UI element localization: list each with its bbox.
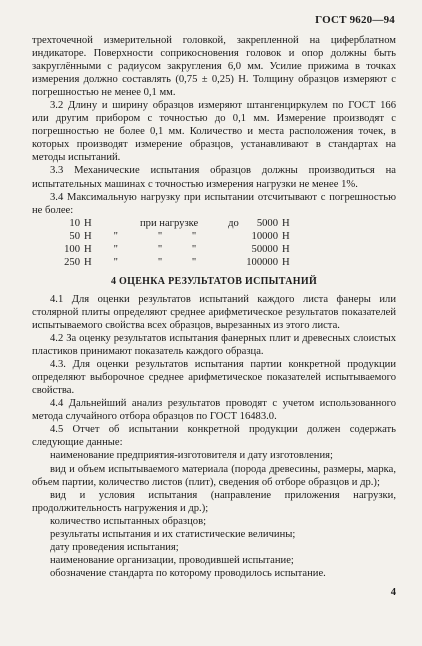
load-row xyxy=(52,217,302,230)
load-phrase: при нагрузке xyxy=(140,217,199,229)
document-body xyxy=(32,34,396,580)
list-item: обозначение стандарта по которому проводилось испытание. xyxy=(50,567,326,579)
paragraph-3-4: 3.4 Максимальную нагрузку при испытании отсчитывают с погрешностью не более: xyxy=(32,191,396,216)
paragraph-3-1-cont: трехточечной измерительной головкой, закрепленной на циферблатном индикаторе. Поверхности соприкосновения головок и опор должны быть закруглёнными с радиусом закругления 6,0 мм. Усилие прижима в точках измерения должно составлять (0,75 ± 0,25) Н. Толщину образцов измеряют с погрешностью не менее 0,1 мм. xyxy=(32,35,396,99)
report-items-list xyxy=(32,449,396,579)
list-item: вид и объем испытываемого материала (порода древесины, размеры, марка, объем партии, количество листов (плит), сведения об отборе образцов и др.); xyxy=(32,463,396,488)
load-ditto: " xyxy=(191,243,197,255)
load-ditto: " xyxy=(157,230,163,242)
load-from: 10 xyxy=(69,217,80,229)
load-unit: Н xyxy=(282,256,290,268)
paragraph-4-2: 4.2 За оценку результатов испытания фанерных плит и древесных слоистых пластиков принимают показатель каждого образца. xyxy=(32,333,396,358)
load-ditto: " xyxy=(157,243,163,255)
load-ditto: " xyxy=(157,256,163,268)
list-item: результаты испытания и их статистические величины; xyxy=(50,528,296,540)
page-number: 4 xyxy=(390,587,396,598)
list-item: наименование предприятия-изготовителя и дату изготовления; xyxy=(50,450,333,462)
paragraph-4-3: 4.3. Для оценки результатов испытания партии конкретной продукции определяют выборочное среднее арифметическое показателей испытываемого свойства. xyxy=(32,359,396,397)
load-ditto: " xyxy=(191,256,197,268)
load-row xyxy=(52,243,302,256)
load-unit: Н " xyxy=(84,256,118,268)
load-from: 100 xyxy=(64,243,80,255)
load-ditto: " xyxy=(191,230,197,242)
load-upto: 50000 xyxy=(251,243,278,255)
list-item: количество испытанных образцов; xyxy=(50,515,207,527)
paragraph-4-4: 4.4 Дальнейший анализ результатов проводят с учетом использованного метода случайного отбора образцов по ГОСТ 16483.0. xyxy=(32,398,396,423)
section-heading: 4 ОЦЕНКА РЕЗУЛЬТАТОВ ИСПЫТАНИЙ xyxy=(110,275,318,287)
paragraph-4-5: 4.5 Отчет об испытании конкретной продукции должен содержать следующие данные: xyxy=(32,424,396,449)
standard-header: ГОСТ 9620—94 xyxy=(315,14,395,26)
load-from: 250 xyxy=(64,256,80,268)
load-upto: до 5000 xyxy=(228,217,278,229)
load-unit: Н xyxy=(282,230,290,242)
load-from: 50 xyxy=(69,230,80,242)
load-unit: Н xyxy=(84,217,92,229)
load-upto: 100000 xyxy=(246,256,278,268)
load-upto: 10000 xyxy=(251,230,278,242)
load-unit: Н " xyxy=(84,243,118,255)
load-unit: Н " xyxy=(84,230,118,242)
list-item: наименование организации, проводившей испытание; xyxy=(50,554,294,566)
paragraph-4-1: 4.1 Для оценки результатов испытаний каждого листа фанеры или столярной плиты определяют среднее арифметическое результатов показателей испытываемого свойства всех образцов, вырезанных из этого листа. xyxy=(32,293,396,331)
load-tolerance-table xyxy=(52,217,302,269)
list-item: вид и условия испытания (направление приложения нагрузки, продолжительность нагружения и др.); xyxy=(32,489,396,514)
load-unit: Н xyxy=(282,243,290,255)
load-row xyxy=(52,230,302,243)
load-unit: Н xyxy=(282,217,290,229)
list-item: дату проведения испытания; xyxy=(50,541,179,553)
load-row xyxy=(52,256,302,269)
paragraph-3-2: 3.2 Длину и ширину образцов измеряют штангенциркулем по ГОСТ 166 или другим прибором с точностью до 0,1 мм. Измерение производят с погрешностью не более 0,1 мм. Количество и места расположения точек, в которых производят измерение образцов, устанавливают в стандартах на методы испытаний. xyxy=(32,100,396,164)
paragraph-3-3: 3.3 Механические испытания образцов должны производиться на испытательных машинах с точностью измерения нагрузки не менее 1%. xyxy=(32,165,396,190)
